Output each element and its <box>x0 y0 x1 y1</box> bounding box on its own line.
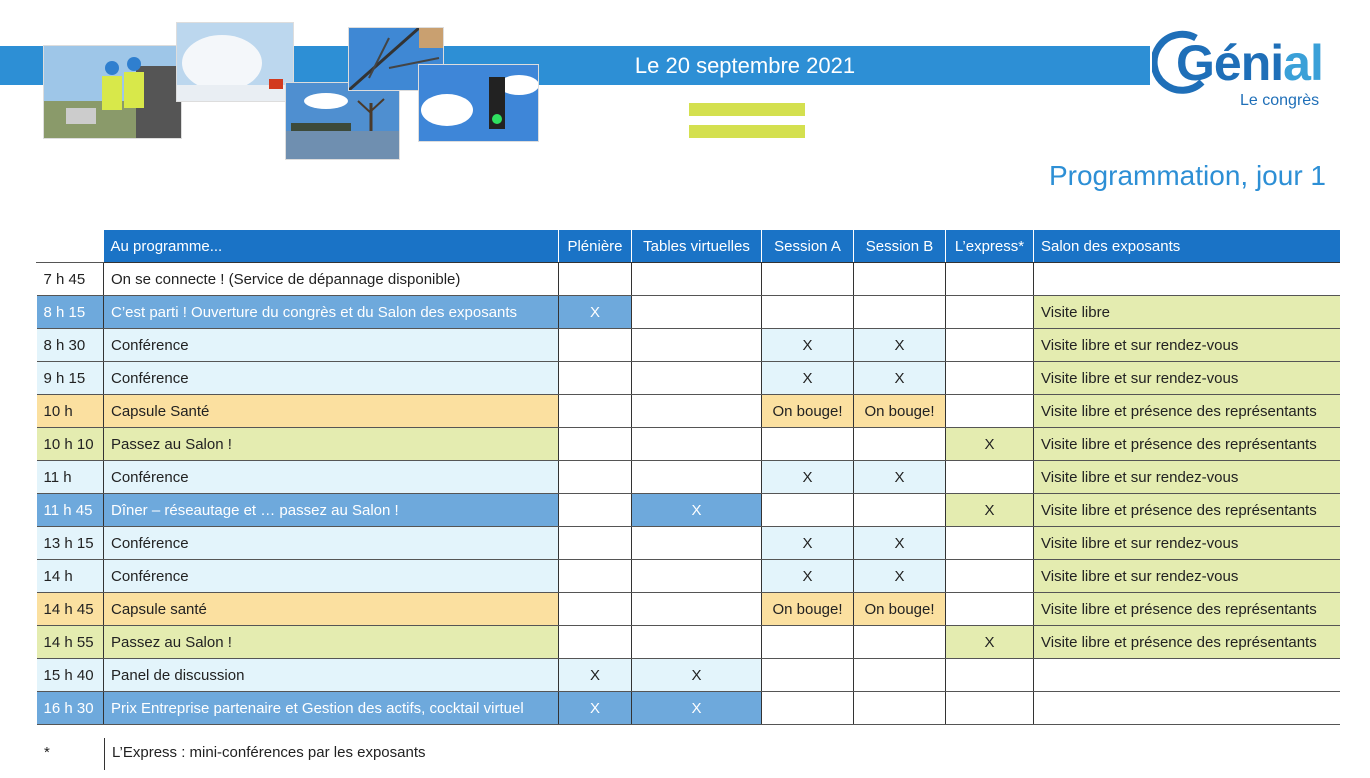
cell-tables <box>632 560 762 593</box>
photo-flooded-trees <box>285 82 400 160</box>
cell-tables: X <box>632 692 762 725</box>
header-salon: Salon des exposants <box>1034 230 1340 263</box>
cell-session-b <box>854 263 946 296</box>
cell-session-b: X <box>854 560 946 593</box>
cell-express <box>946 560 1034 593</box>
cell-session-b: X <box>854 527 946 560</box>
cell-pleniere <box>559 395 632 428</box>
cell-express <box>946 263 1034 296</box>
cell-salon: Visite libre et sur rendez-vous <box>1034 329 1340 362</box>
cell-session-a: X <box>762 527 854 560</box>
logo-subtitle: Le congrès <box>1240 92 1320 109</box>
table-row <box>37 428 1340 461</box>
cell-salon: Visite libre et sur rendez-vous <box>1034 461 1340 494</box>
table-header-row <box>37 230 1340 263</box>
cell-express: X <box>946 494 1034 527</box>
page-subtitle: Programmation, jour 1 <box>1048 160 1326 191</box>
cell-tables: X <box>632 494 762 527</box>
cell-pleniere <box>559 263 632 296</box>
header-session-a: Session A <box>762 230 854 263</box>
event-date: Le 20 septembre 2021 <box>634 53 856 78</box>
cell-express <box>946 461 1034 494</box>
footnote-mark: * <box>44 744 50 761</box>
row-time: 14 h 45 <box>37 593 104 626</box>
cell-salon: Visite libre et présence des représentants <box>1034 494 1340 527</box>
cell-pleniere <box>559 626 632 659</box>
cell-session-a <box>762 296 854 329</box>
cell-session-b <box>854 692 946 725</box>
row-program: Conférence <box>104 362 559 395</box>
cell-session-a: X <box>762 329 854 362</box>
row-program: Conférence <box>104 461 559 494</box>
footnote-text: L’Express : mini-conférences par les exposants <box>112 744 426 761</box>
cell-session-b <box>854 659 946 692</box>
cell-salon: Visite libre et sur rendez-vous <box>1034 527 1340 560</box>
cell-salon: Visite libre et présence des représentants <box>1034 395 1340 428</box>
row-program: Passez au Salon ! <box>104 626 559 659</box>
cell-express <box>946 659 1034 692</box>
row-time: 11 h <box>37 461 104 494</box>
decorative-bar-top <box>689 103 805 116</box>
cell-salon: Visite libre et sur rendez-vous <box>1034 560 1340 593</box>
table-row <box>37 494 1340 527</box>
cell-salon: Visite libre et présence des représentants <box>1034 428 1340 461</box>
table-row <box>37 593 1340 626</box>
cell-salon: Visite libre et présence des représentants <box>1034 593 1340 626</box>
cell-session-a <box>762 626 854 659</box>
cell-pleniere <box>559 362 632 395</box>
cell-session-b <box>854 626 946 659</box>
table-row <box>37 263 1340 296</box>
cell-pleniere <box>559 593 632 626</box>
row-program: Conférence <box>104 329 559 362</box>
cell-tables <box>632 263 762 296</box>
row-time: 8 h 30 <box>37 329 104 362</box>
row-time: 10 h <box>37 395 104 428</box>
cell-tables <box>632 362 762 395</box>
cell-salon: Visite libre et présence des représentants <box>1034 626 1340 659</box>
cell-salon <box>1034 659 1340 692</box>
photo-traffic-light <box>418 64 539 142</box>
cell-pleniere <box>559 329 632 362</box>
cell-tables <box>632 296 762 329</box>
table-row <box>37 461 1340 494</box>
row-time: 13 h 15 <box>37 527 104 560</box>
row-time: 14 h 55 <box>37 626 104 659</box>
row-program: On se connecte ! (Service de dépannage disponible) <box>104 263 559 296</box>
cell-express <box>946 329 1034 362</box>
cell-salon <box>1034 263 1340 296</box>
header-time <box>37 230 104 263</box>
cell-tables <box>632 593 762 626</box>
row-time: 7 h 45 <box>37 263 104 296</box>
schedule-table <box>36 230 1340 725</box>
row-time: 8 h 15 <box>37 296 104 329</box>
table-row <box>37 692 1340 725</box>
cell-session-b <box>854 296 946 329</box>
row-time: 14 h <box>37 560 104 593</box>
cell-session-a <box>762 263 854 296</box>
cell-session-a: On bouge! <box>762 593 854 626</box>
header-session-b: Session B <box>854 230 946 263</box>
header-express: L’express* <box>946 230 1034 263</box>
cell-pleniere: X <box>559 659 632 692</box>
cell-session-b: On bouge! <box>854 395 946 428</box>
cell-express <box>946 296 1034 329</box>
cell-express: X <box>946 626 1034 659</box>
cell-tables <box>632 527 762 560</box>
header-pleniere: Plénière <box>559 230 632 263</box>
cell-pleniere <box>559 560 632 593</box>
table-row <box>37 395 1340 428</box>
photo-workers <box>43 45 182 139</box>
cell-session-b: X <box>854 362 946 395</box>
row-program: Conférence <box>104 560 559 593</box>
table-row <box>37 329 1340 362</box>
row-time: 10 h 10 <box>37 428 104 461</box>
row-time: 11 h 45 <box>37 494 104 527</box>
table-row <box>37 527 1340 560</box>
cell-session-a: X <box>762 560 854 593</box>
photo-snowblower <box>176 22 294 102</box>
cell-session-b: On bouge! <box>854 593 946 626</box>
table-row <box>37 659 1340 692</box>
footnote-divider <box>104 738 105 770</box>
cell-tables: X <box>632 659 762 692</box>
row-time: 16 h 30 <box>37 692 104 725</box>
header-program: Au programme... <box>104 230 559 263</box>
cell-express: X <box>946 428 1034 461</box>
cell-pleniere <box>559 461 632 494</box>
row-program: C’est parti ! Ouverture du congrès et du Salon des exposants <box>104 296 559 329</box>
cell-session-a: On bouge! <box>762 395 854 428</box>
genial-logo: Génial Le congrès <box>1152 30 1332 115</box>
cell-express <box>946 362 1034 395</box>
cell-salon: Visite libre et sur rendez-vous <box>1034 362 1340 395</box>
cell-pleniere: X <box>559 692 632 725</box>
cell-session-b <box>854 494 946 527</box>
decorative-bar-bottom <box>689 125 805 138</box>
cell-express <box>946 692 1034 725</box>
row-program: Prix Entreprise partenaire et Gestion des actifs, cocktail virtuel <box>104 692 559 725</box>
header-tables-virtuelles: Tables virtuelles <box>632 230 762 263</box>
table-row <box>37 362 1340 395</box>
cell-pleniere <box>559 527 632 560</box>
table-row <box>37 296 1340 329</box>
cell-session-a <box>762 428 854 461</box>
table-row <box>37 626 1340 659</box>
cell-tables <box>632 428 762 461</box>
cell-pleniere: X <box>559 296 632 329</box>
row-time: 15 h 40 <box>37 659 104 692</box>
row-program: Passez au Salon ! <box>104 428 559 461</box>
table-row <box>37 560 1340 593</box>
cell-pleniere <box>559 494 632 527</box>
cell-express <box>946 593 1034 626</box>
row-time: 9 h 15 <box>37 362 104 395</box>
cell-session-b <box>854 428 946 461</box>
cell-express <box>946 527 1034 560</box>
cell-session-a <box>762 692 854 725</box>
cell-session-a: X <box>762 461 854 494</box>
row-program: Dîner – réseautage et … passez au Salon ! <box>104 494 559 527</box>
row-program: Capsule santé <box>104 593 559 626</box>
cell-session-b: X <box>854 329 946 362</box>
cell-tables <box>632 329 762 362</box>
cell-tables <box>632 626 762 659</box>
row-program: Panel de discussion <box>104 659 559 692</box>
cell-session-a: X <box>762 362 854 395</box>
cell-tables <box>632 395 762 428</box>
cell-tables <box>632 461 762 494</box>
row-program: Conférence <box>104 527 559 560</box>
cell-express <box>946 395 1034 428</box>
cell-session-b: X <box>854 461 946 494</box>
cell-pleniere <box>559 428 632 461</box>
cell-salon: Visite libre <box>1034 296 1340 329</box>
cell-session-a <box>762 494 854 527</box>
cell-salon <box>1034 692 1340 725</box>
row-program: Capsule Santé <box>104 395 559 428</box>
cell-session-a <box>762 659 854 692</box>
